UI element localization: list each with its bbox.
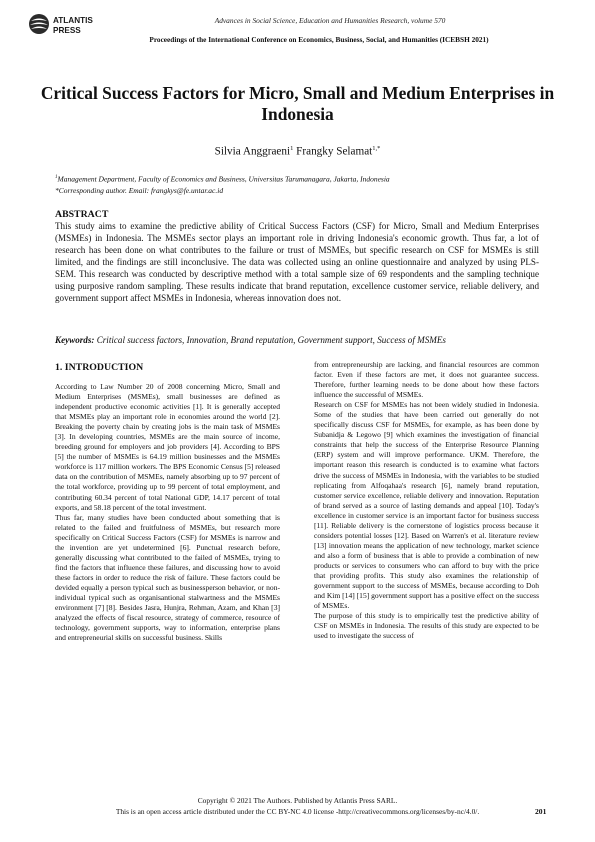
paragraph: Research on CSF for MSMEs has not been widely studied in Indonesia. Some of the studies that have been carried out generally do not specifically discuss CSF for MSMEs, for example, as has been done by Subanidja & Legowo [9] which examines the investigation of financial constraints that help the success of the Enterprise Resource Planning (ERP) system and will improve performance. UKM. Therefore, the important reason this research is conducted is to examine what factors drive the success of MSMEs in Indonesia, with the variables to be studied replicating from Alfoqahaa's research [6], namely brand reputation, customer service excellence, reliable delivery and innovation. Reputation of brand served as a source of lasting demands and appeal [10]. Today's excellence in customer service is an important factor for business success [11]. Reliable delivery is the cornerstone of logistics process because it considers potential losses [12]. Based on Warren's et al. literature review [13] innovation means the application of new technology, market science and also a form of business that is able to provide a combination of new products or services to consumers who can afford to buy with the price that providing profits. This study also examines the relationship of government support to the success of MSMEs, because according to Doh and Kim [14] [15] government support has a positive effect on the success of MSMEs. — [314, 400, 539, 611]
keywords — [55, 335, 539, 345]
license-notice: This is an open access article distributed under the CC BY-NC 4.0 license -http://creativecommons.org/licenses/by-nc/4.0/. — [115, 807, 480, 816]
page-number: 201 — [535, 807, 547, 816]
paragraph: The purpose of this study is to empirically test the predictive ability of CSF on MSMEs in Indonesia. The results of this study are expected to be used to investigate the success of — [314, 611, 539, 641]
paper-title: Critical Success Factors for Micro, Small and Medium Enterprises in Indonesia — [40, 83, 555, 124]
copyright-notice: Copyright © 2021 The Authors. Published by Atlantis Press SARL. — [197, 796, 398, 805]
series-header: Advances in Social Science, Education and Humanities Research, volume 570 — [214, 16, 446, 25]
section-heading: 1. INTRODUCTION — [55, 362, 144, 373]
atlantis-globe-icon — [27, 12, 51, 36]
right-column — [314, 360, 539, 641]
keywords-list: Critical success factors, Innovation, Brand reputation, Government support, Success of MSMEs — [96, 335, 446, 345]
author-affiliation-mark: 1 — [290, 145, 294, 152]
logo-wordmark: ATLANTIS PRESS — [53, 16, 93, 35]
abstract-heading: ABSTRACT — [55, 209, 109, 220]
author-name: Silvia Anggraeni — [214, 145, 291, 158]
affiliation-mark: 1 — [55, 175, 58, 180]
keywords-label: Keywords: — [55, 335, 95, 345]
abstract-text: This study aims to examine the predictive ability of Critical Success Factors (CSF) for Micro, Small and Medium Enterprises (MSMEs) in Indonesia. The MSMEs sector plays an important role in driving Indonesia's economic growth. Thus far, a lot of research has been done on what contributes to the failure or trust of MSMEs, but specific research on CSF for MSMEs is still limited, and the findings are still inconclusive. The data was collected using an online questionnaire and analyzed by using PLS-SEM. This research was conducted by descriptive method with a total sample size of 69 respondents and the sampling technique using purposive random sampling. These results indicate that brand reputation, excellence customer service, reliable delivery, and government support affect MSMEs in Indonesia, whereas innovation does not. — [55, 221, 539, 304]
affiliation: Management Department, Faculty of Economics and Business, Universitas Tarumanagara, Jakarta, Indonesia — [57, 174, 390, 184]
left-column — [55, 382, 280, 643]
author-name: Frangky Selamat — [296, 145, 373, 158]
author-affiliation-mark: 1,* — [372, 145, 381, 152]
paragraph: Thus far, many studies have been conducted about something that is related to the failed and fruitfulness of MSMEs, but research more specifically on Critical Success Factors (CSF) for MSMEs is narrow and the invention are yet undetermined [6]. Punctual research before, generally discussing what contributed to the failed of MSMEs, trying to find the factors that influence these failures, and discussing how to avoid these factors in order to reduce the risk of failure. These factors could be devided equally a person typical such as businessperson behavior, or non-individual typical such as organisantional stalwartness and the MSMEs environment [7] [8]. Besides Jasra, Hunjra, Rehman, Azam, and Khan [3] analyzed the effects of fiscal resource, strategy of commerce, resource of technology, government supports, way to information, enterprise plans and entrepreneurial skills on successful business. Skills — [55, 512, 280, 643]
corresponding-author: *Corresponding author. Email: frangkys@fe.untar.ac.id — [55, 185, 224, 195]
affiliation-block — [55, 172, 555, 196]
proceedings-header: Proceedings of the International Conference on Economics, Business, Social, and Humanities (ICEBSH 2021) — [149, 35, 489, 44]
author-line — [40, 145, 555, 158]
paragraph: from entrepreneurship are lacking, and financial resources are common factor. Even if these factors are met, it does not guarantee success. Therefore, further learning needs to be done about how these factors influence the successful of MSMEs. — [314, 360, 539, 400]
paragraph: According to Law Number 20 of 2008 concerning Micro, Small and Medium Enterprises (MSMEs), small businesses are defined as independent productive economic activities [1]. It is generally accepted that MSMEs play an important role in economies around the world [2]. Breaking the poverty chain by creating jobs is the main task of MSMEs [3]. In developing countries, MSMEs are the main source of income, breeding ground for employers and job providers [4]. According to BPS [5] the number of MSMEs is 64.19 million businesses and the MSMEs workforce is 117 million workers. The BPS Economic Census [5] released data on the contribution of MSMEs, namely absorbing up to 97 percent of the total workforce, providing up to 99 percent of total employment, and contributing 60.34 percent of total National GDP, 14.17 percent of total exports, and 58.18 percent of the total investment. — [55, 382, 280, 512]
